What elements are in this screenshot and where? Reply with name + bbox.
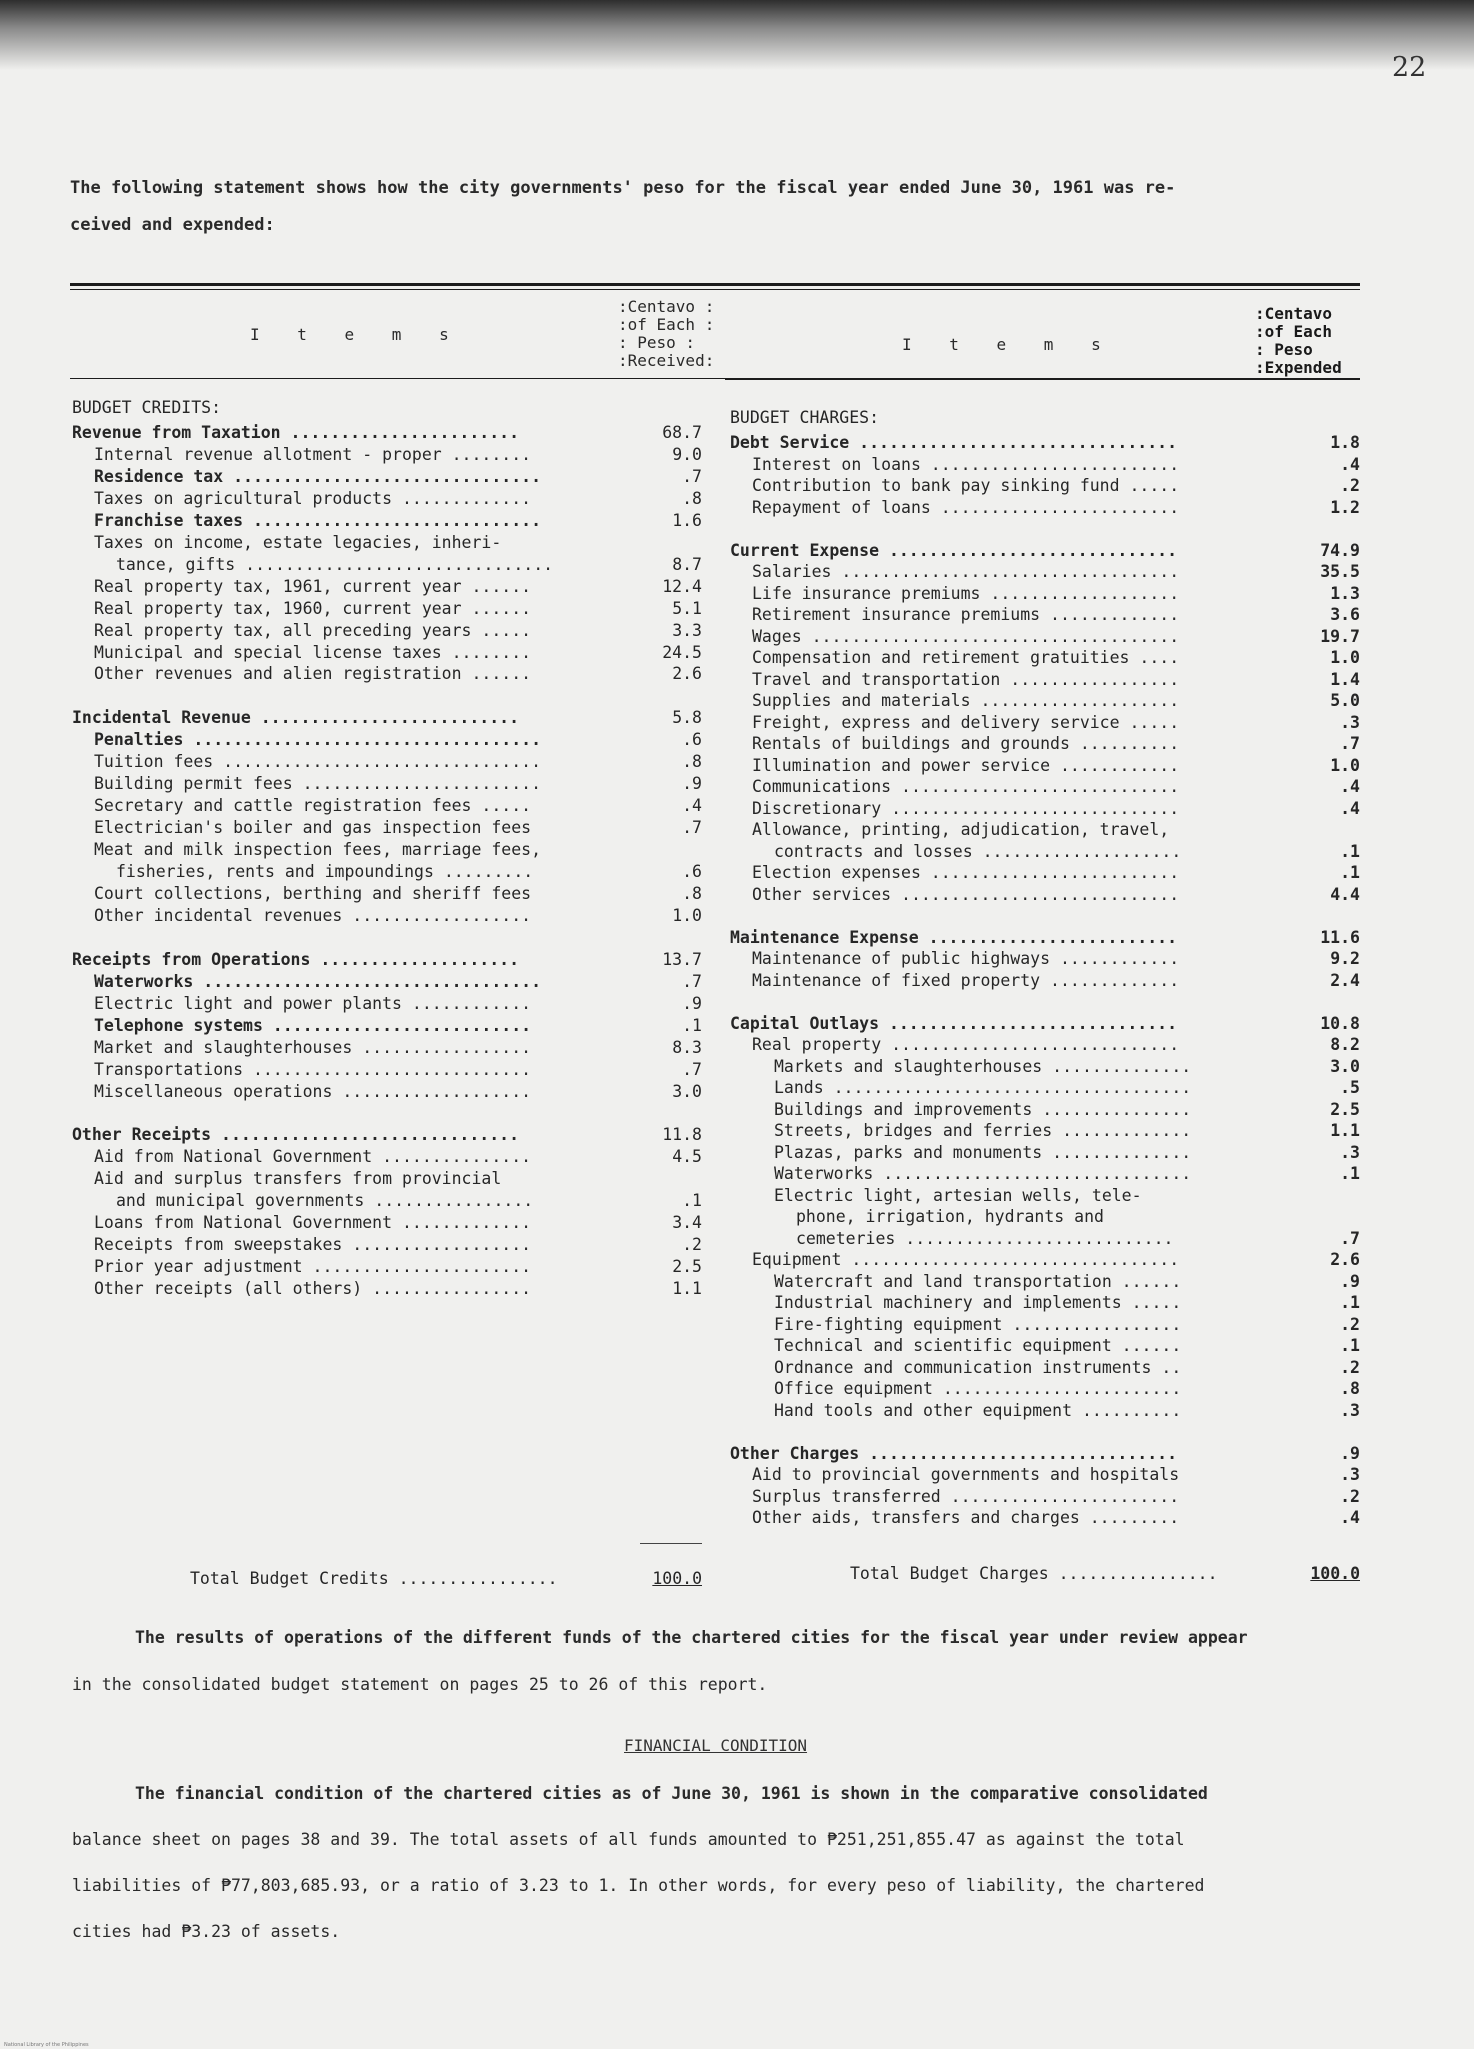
credit-label: Aid from National Government ............... (94, 1147, 532, 1167)
charge-label: Debt Service ................................ (730, 433, 1178, 452)
credit-label: fisheries, rents and impoundings ......... (116, 862, 534, 881)
charge-row (774, 1100, 1360, 1120)
credit-value: 24.5 (662, 642, 702, 662)
charge-value: .3 (1340, 1465, 1360, 1484)
intro-line-1: The following statement shows how the city governments' peso for the fiscal year ended June 30, 1961 was re- (70, 178, 1176, 198)
charge-value: .1 (1340, 1164, 1360, 1183)
charge-label: Lands .................................... (774, 1078, 1192, 1097)
results-line-1: The results of operations of the different funds of the chartered cities for the fiscal year under review appear (135, 1628, 1248, 1647)
right-col-header-2: :of Each (1255, 322, 1333, 341)
credit-label: Loans from National Government ............. (94, 1213, 532, 1233)
charge-row (774, 1164, 1360, 1184)
charge-row (774, 1336, 1360, 1356)
charge-row (752, 1250, 1360, 1270)
charge-row (752, 734, 1360, 754)
credit-label: Penalties ................................... (94, 730, 542, 750)
charge-label: Real property ............................. (752, 1035, 1180, 1054)
charge-value: .8 (1340, 1379, 1360, 1398)
total-charges-value: 100.0 (1310, 1564, 1360, 1583)
credit-row (94, 840, 702, 860)
credit-value: 8.3 (672, 1037, 702, 1057)
credit-label: Market and slaughterhouses ................. (94, 1037, 532, 1057)
credit-value: 12.4 (662, 576, 702, 596)
charge-row (730, 906, 1360, 926)
credit-label: Other receipts (all others) ................ (94, 1279, 532, 1299)
total-credits-row (190, 1569, 710, 1589)
charge-row (774, 1358, 1360, 1378)
charge-value: .2 (1340, 1486, 1360, 1506)
charge-row (774, 842, 1360, 862)
charge-row (752, 713, 1360, 733)
credit-value: .6 (682, 730, 702, 750)
charge-value: .4 (1340, 1508, 1360, 1527)
charge-value: .1 (1340, 841, 1360, 861)
right-col-header-3: : Peso (1255, 340, 1313, 359)
charge-value: 4.4 (1330, 884, 1360, 904)
credit-value: 1.1 (672, 1279, 702, 1299)
credit-value: 11.8 (662, 1125, 702, 1145)
credit-row (116, 555, 702, 575)
charge-label: Technical and scientific equipment ...... (774, 1336, 1182, 1355)
credit-label: Waterworks .................................. (94, 971, 542, 991)
credit-label: Internal revenue allotment - proper ........ (94, 444, 532, 464)
credit-row (72, 1103, 702, 1123)
charge-row (774, 1272, 1360, 1292)
charge-label: Salaries .................................. (752, 562, 1180, 581)
charge-row (752, 1487, 1360, 1507)
credits-total-rule (640, 1543, 702, 1544)
charge-label: Repayment of loans ........................ (752, 497, 1180, 517)
credit-label: Transportations ............................ (94, 1059, 532, 1079)
credit-row (94, 994, 702, 1014)
credit-row (94, 599, 702, 619)
credit-label: Revenue from Taxation ....................... (72, 423, 520, 442)
credit-row (94, 1257, 702, 1277)
total-charges-label: Total Budget Charges ................ (850, 1564, 1218, 1583)
credit-value: 4.5 (672, 1147, 702, 1167)
right-items-heading: I t e m s (902, 335, 1115, 354)
charge-label: Retirement insurance premiums ............. (752, 605, 1180, 624)
charge-label: Aid to provincial governments and hospitals (752, 1465, 1180, 1484)
charge-label: Freight, express and delivery service ..... (752, 712, 1180, 732)
credit-label: Real property tax, 1961, current year ...... (94, 576, 532, 596)
charge-label: Current Expense ............................. (730, 540, 1178, 560)
financial-line-1: The financial condition of the chartered cities as of June 30, 1961 is shown in the comparative consolidated (135, 1784, 1208, 1803)
credit-row (94, 1169, 702, 1189)
charge-label: Waterworks ............................... (774, 1164, 1192, 1183)
credit-row (94, 643, 702, 663)
charge-row (774, 1293, 1360, 1313)
charge-row (752, 627, 1360, 647)
charge-label: Other Charges ............................... (730, 1443, 1178, 1463)
charge-value: .9 (1340, 1271, 1360, 1291)
charge-row (752, 820, 1360, 840)
charge-value: .3 (1340, 1400, 1360, 1420)
credit-label: Aid and surplus transfers from provincial (94, 1169, 502, 1189)
charge-label: cemeteries ........................... (796, 1228, 1174, 1248)
credit-row (94, 818, 702, 838)
charge-label: Buildings and improvements ............... (774, 1099, 1192, 1119)
charge-value: 35.5 (1320, 562, 1360, 581)
charge-row (752, 1465, 1360, 1485)
charge-label: Surplus transferred ....................... (752, 1486, 1180, 1506)
footer-note: National Library of the Philippines (4, 2042, 89, 2048)
page-number: 22 (1392, 52, 1427, 83)
charge-row (730, 928, 1360, 948)
credit-value: .9 (682, 993, 702, 1013)
charge-label: Ordnance and communication instruments .. (774, 1357, 1182, 1377)
charge-value: 10.8 (1320, 1013, 1360, 1033)
charge-row (752, 691, 1360, 711)
credit-row (94, 906, 702, 926)
charge-label: Supplies and materials .................... (752, 691, 1180, 710)
charge-row (752, 799, 1360, 819)
credit-label: Tuition fees ................................ (94, 752, 542, 772)
credit-label: Taxes on agricultural products ............. (94, 488, 532, 508)
credit-label: Court collections, berthing and sheriff fees (94, 883, 532, 903)
left-col-header-4: :Received: (618, 351, 715, 370)
credit-value: .7 (682, 466, 702, 486)
right-header-rule (725, 378, 1360, 380)
charge-label: Election expenses ......................... (752, 863, 1180, 882)
credit-row (94, 1235, 702, 1255)
charge-label: Fire-fighting equipment ................. (774, 1314, 1182, 1334)
charge-label: Office equipment ........................ (774, 1379, 1182, 1398)
credit-label: Taxes on income, estate legacies, inheri- (94, 532, 502, 552)
credit-label: Receipts from sweepstakes .................. (94, 1235, 532, 1255)
credit-row (94, 1213, 702, 1233)
charge-row (774, 1121, 1360, 1141)
charge-label: phone, irrigation, hydrants and (796, 1207, 1104, 1226)
charge-label: Capital Outlays ............................. (730, 1013, 1178, 1033)
charge-value: 1.1 (1330, 1121, 1360, 1140)
charge-row (752, 777, 1360, 797)
charge-value: .1 (1340, 1293, 1360, 1312)
charge-value: 1.8 (1330, 433, 1360, 452)
charge-label: Contribution to bank pay sinking fund ..... (752, 476, 1180, 495)
credit-row (94, 1279, 702, 1299)
budget-credits-title: BUDGET CREDITS: (72, 398, 222, 417)
charge-label: Life insurance premiums ................... (752, 583, 1180, 603)
charge-value: .2 (1340, 476, 1360, 495)
credit-row (94, 533, 702, 553)
charge-label: Travel and transportation ................. (752, 669, 1180, 689)
credit-value: 3.0 (672, 1081, 702, 1101)
charge-label: Discretionary ............................. (752, 798, 1180, 818)
credit-value: 68.7 (662, 423, 702, 442)
charge-value: .7 (1340, 734, 1360, 753)
credit-row (94, 1016, 702, 1036)
credit-label: Receipts from Operations .................... (72, 949, 520, 969)
charge-label: Electric light, artesian wells, tele- (774, 1185, 1142, 1205)
credit-row (116, 862, 702, 882)
charge-row (774, 1057, 1360, 1077)
credit-value: 5.1 (672, 598, 702, 618)
charge-value: .2 (1340, 1357, 1360, 1377)
total-charges-row (850, 1564, 1360, 1584)
scan-shadow (0, 0, 1474, 70)
charge-value: 3.0 (1330, 1056, 1360, 1076)
credit-label: Residence tax ............................... (94, 466, 542, 486)
charge-value: .4 (1340, 454, 1360, 474)
charge-value: 11.6 (1320, 927, 1360, 947)
charge-label: Communications ............................ (752, 777, 1180, 796)
credit-row (94, 1038, 702, 1058)
credit-row (94, 664, 702, 684)
credit-value: .7 (682, 1059, 702, 1079)
charge-label: Hand tools and other equipment .......... (774, 1400, 1182, 1420)
credit-row (94, 511, 702, 531)
credit-value: 3.3 (672, 620, 702, 640)
charge-value: .2 (1340, 1314, 1360, 1334)
charge-row (774, 1078, 1360, 1098)
charge-row (774, 1401, 1360, 1421)
credit-label: Meat and milk inspection fees, marriage fees, (94, 840, 542, 860)
credit-row (94, 621, 702, 641)
charge-row (730, 1422, 1360, 1442)
credit-row (94, 752, 702, 772)
credit-row (94, 1082, 702, 1102)
charge-label: Maintenance Expense ......................... (730, 927, 1178, 947)
charge-label: Illumination and power service ............ (752, 755, 1180, 775)
charge-label: Streets, bridges and ferries ............. (774, 1121, 1192, 1140)
credit-value: .7 (682, 971, 702, 991)
charge-row (730, 992, 1360, 1012)
credit-row (72, 686, 702, 706)
credit-value: .4 (682, 796, 702, 816)
credit-row (94, 796, 702, 816)
charge-label: Plazas, parks and monuments .............. (774, 1142, 1192, 1162)
charge-row (730, 1014, 1360, 1034)
credit-value: .2 (682, 1235, 702, 1255)
charge-row (796, 1207, 1360, 1227)
credit-label: Electrician's boiler and gas inspection fees (94, 818, 532, 838)
charge-label: Maintenance of public highways ............ (752, 949, 1180, 968)
charge-row (752, 584, 1360, 604)
charge-label: Maintenance of fixed property ............. (752, 970, 1180, 990)
charge-label: Watercraft and land transportation ...... (774, 1271, 1182, 1291)
charge-label: contracts and losses .................... (774, 841, 1182, 861)
credit-row (94, 884, 702, 904)
credit-label: Municipal and special license taxes ........ (94, 642, 532, 662)
credit-row (94, 972, 702, 992)
budget-charges-title: BUDGET CHARGES: (730, 408, 880, 427)
credit-row (72, 950, 702, 970)
credit-label: Electric light and power plants ............ (94, 993, 532, 1013)
charge-label: Interest on loans ......................... (752, 454, 1180, 474)
charge-row (774, 1143, 1360, 1163)
charge-value: .4 (1340, 777, 1360, 796)
charge-row (752, 455, 1360, 475)
charge-value: 9.2 (1330, 949, 1360, 968)
credit-value: .9 (682, 774, 702, 794)
credit-label: tance, gifts ............................... (116, 554, 554, 574)
credit-label: Other revenues and alien registration ...... (94, 664, 532, 684)
charge-value: .1 (1340, 863, 1360, 882)
charge-label: Other aids, transfers and charges ......... (752, 1508, 1180, 1527)
charge-row (730, 1444, 1360, 1464)
charge-value: 1.4 (1330, 669, 1360, 689)
credit-label: Building permit fees ........................ (94, 774, 542, 794)
charge-row (752, 562, 1360, 582)
charge-row (730, 519, 1360, 539)
credit-value: .1 (682, 1015, 702, 1035)
charge-row (774, 1379, 1360, 1399)
credit-row (72, 1125, 702, 1145)
charge-row (752, 756, 1360, 776)
charge-value: 1.3 (1330, 583, 1360, 603)
credit-row (94, 730, 702, 750)
charge-value: 74.9 (1320, 540, 1360, 560)
credit-label: Other incidental revenues .................. (94, 905, 532, 925)
credit-label: Real property tax, 1960, current year ...... (94, 598, 532, 618)
charge-value: .3 (1340, 1142, 1360, 1162)
charge-label: Other services ............................ (752, 884, 1180, 904)
charge-label: Rentals of buildings and grounds .......... (752, 734, 1180, 753)
credit-value: 5.8 (672, 708, 702, 728)
charge-value: 2.6 (1330, 1250, 1360, 1269)
credit-row (72, 928, 702, 948)
financial-line-3: liabilities of ₱77,803,685.93, or a ratio of 3.23 to 1. In other words, for every peso of liability, the chartered (72, 1876, 1205, 1895)
credit-label: Other Receipts .............................. (72, 1125, 520, 1145)
right-col-header-4: :Expended (1255, 358, 1342, 377)
credit-label: Incidental Revenue .......................... (72, 708, 520, 728)
credit-row (94, 445, 702, 465)
charge-label: Wages ..................................... (752, 626, 1180, 646)
charge-row (752, 498, 1360, 518)
results-line-2: in the consolidated budget statement on pages 25 to 26 of this report. (72, 1675, 768, 1694)
table-top-rule (70, 283, 1360, 286)
charge-row (730, 433, 1360, 453)
credit-label: Franchise taxes ............................. (94, 510, 542, 530)
charge-value: .9 (1340, 1443, 1360, 1463)
credit-row (94, 1060, 702, 1080)
charge-row (730, 541, 1360, 561)
left-items-heading: I t e m s (250, 325, 463, 344)
credit-label: Telephone systems .......................... (94, 1015, 532, 1035)
credit-label: Miscellaneous operations ................... (94, 1081, 532, 1101)
credit-value: .8 (682, 752, 702, 772)
financial-line-2: balance sheet on pages 38 and 39. The total assets of all funds amounted to ₱251,251,855.47 as against the total (72, 1830, 1185, 1849)
charge-value: 3.6 (1330, 605, 1360, 624)
charge-value: .5 (1340, 1078, 1360, 1097)
left-col-header-3: : Peso : (618, 333, 696, 352)
charge-row (796, 1229, 1360, 1249)
credit-value: 9.0 (672, 444, 702, 464)
charge-row (752, 949, 1360, 969)
charge-label: Industrial machinery and implements ..... (774, 1293, 1182, 1312)
charge-value: 1.0 (1330, 755, 1360, 775)
credit-value: 8.7 (672, 554, 702, 574)
financial-condition-title: FINANCIAL CONDITION (624, 1736, 808, 1755)
credit-label: Secretary and cattle registration fees ..... (94, 796, 532, 816)
charge-value: 2.4 (1330, 970, 1360, 990)
charge-row (752, 476, 1360, 496)
intro-line-2: ceived and expended: (70, 215, 275, 235)
table-top-rule-thin (70, 289, 1360, 290)
charge-label: Compensation and retirement gratuities .... (752, 648, 1180, 667)
credit-value: 13.7 (662, 949, 702, 969)
credit-row (72, 708, 702, 728)
left-col-header-1: :Centavo : (618, 297, 715, 316)
charge-label: Markets and slaughterhouses .............. (774, 1056, 1192, 1076)
charge-value: 2.5 (1330, 1099, 1360, 1119)
left-header-rule (70, 378, 725, 379)
charge-value: 1.2 (1330, 497, 1360, 517)
credit-label: Real property tax, all preceding years ..... (94, 620, 532, 640)
credit-value: .1 (682, 1191, 702, 1211)
charge-row (774, 1315, 1360, 1335)
charge-row (752, 648, 1360, 668)
right-col-header-1: :Centavo (1255, 304, 1333, 323)
credit-row (94, 467, 702, 487)
credit-value: .8 (682, 883, 702, 903)
charge-value: .7 (1340, 1228, 1360, 1248)
total-credits-label: Total Budget Credits ................ (190, 1569, 558, 1588)
credit-label: Prior year adjustment ...................... (94, 1257, 532, 1277)
credit-value: 1.0 (672, 905, 702, 925)
charge-row (752, 863, 1360, 883)
charge-value: 5.0 (1330, 691, 1360, 710)
financial-line-4: cities had ₱3.23 of assets. (72, 1922, 341, 1941)
charge-row (752, 1508, 1360, 1528)
credit-value: .8 (682, 488, 702, 508)
charge-label: Allowance, printing, adjudication, travel, (752, 820, 1170, 839)
credit-row (94, 774, 702, 794)
credit-label: and municipal governments ................ (116, 1191, 534, 1211)
charge-value: .1 (1340, 1336, 1360, 1355)
charge-row (752, 605, 1360, 625)
charge-value: .4 (1340, 798, 1360, 818)
credit-row (94, 489, 702, 509)
credit-value: 2.6 (672, 664, 702, 684)
credit-row (94, 1147, 702, 1167)
credit-value: .6 (682, 862, 702, 881)
charge-value: 19.7 (1320, 626, 1360, 646)
credit-value: 3.4 (672, 1213, 702, 1233)
credit-value: 1.6 (672, 510, 702, 530)
charge-value: 1.0 (1330, 648, 1360, 667)
charge-row (774, 1186, 1360, 1206)
charge-value: 8.2 (1330, 1035, 1360, 1054)
charge-row (752, 885, 1360, 905)
credit-row (116, 1191, 702, 1211)
total-credits-value: 100.0 (652, 1569, 702, 1588)
left-col-header-2: :of Each : (618, 315, 715, 334)
credit-row (94, 577, 702, 597)
credit-value: .7 (682, 818, 702, 838)
credit-row (72, 423, 702, 443)
charge-value: .3 (1340, 712, 1360, 732)
charge-row (752, 971, 1360, 991)
credit-value: 2.5 (672, 1257, 702, 1277)
charge-label: Equipment ................................. (752, 1250, 1180, 1269)
charge-row (752, 670, 1360, 690)
charge-row (752, 1035, 1360, 1055)
